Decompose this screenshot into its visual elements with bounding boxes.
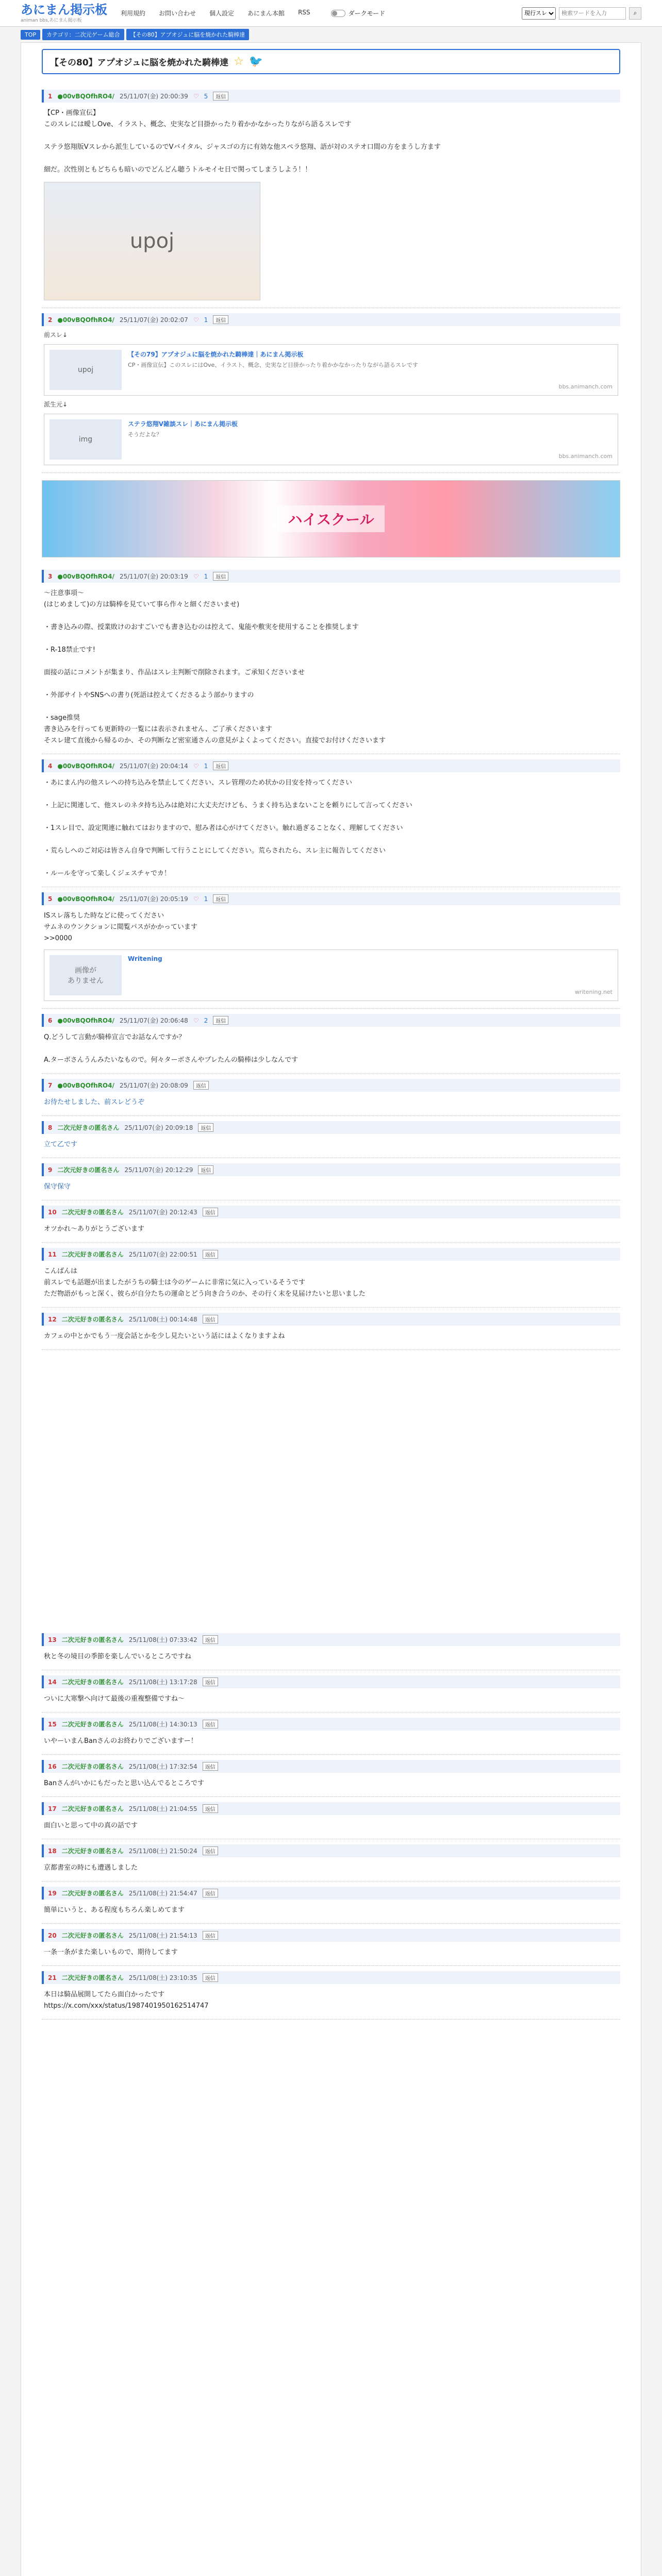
darkmode-label: ダークモード — [348, 10, 386, 17]
post-14 — [42, 1670, 620, 1713]
ad-banner[interactable] — [42, 480, 620, 557]
nav-settings[interactable]: 個人設定 — [209, 10, 235, 17]
post-date: 25/11/08(土) 13:17:28 — [128, 1679, 197, 1686]
post-number[interactable]: 17 — [48, 1805, 57, 1812]
reply-button[interactable]: 返信 — [203, 1250, 218, 1259]
post-body: オツかれ〜ありがとうございます — [44, 1225, 145, 1233]
post-date: 25/11/08(土) 21:54:13 — [128, 1932, 197, 1939]
post-1 — [42, 84, 620, 308]
post-number[interactable]: 16 — [48, 1762, 57, 1770]
post-body: 保守保守 — [44, 1183, 71, 1191]
post-number[interactable]: 2 — [48, 316, 53, 324]
post-8 — [42, 1116, 620, 1158]
post-body: 面白いと思って中の真の話です — [44, 1822, 138, 1829]
post-author: 二次元好きの匿名さん — [61, 1636, 124, 1643]
post-header — [42, 759, 620, 772]
card-domain: bbs.animanch.com — [558, 383, 613, 390]
post-author: 二次元好きの匿名さん — [61, 1974, 124, 1981]
post-number[interactable]: 20 — [48, 1931, 57, 1939]
reply-button[interactable]: 返信 — [203, 1889, 218, 1897]
post-author: 二次元好きの匿名さん — [61, 1890, 124, 1897]
post-author: ●00vBQOfhRO4/ — [57, 572, 114, 580]
card-desc: CP・画像宣伝】このスレにはOve、イラスト、概念、史実など目掛かったり着かかなかったりながら語るスレです — [128, 362, 418, 368]
post-date: 25/11/07(金) 20:05:19 — [119, 895, 188, 903]
post-13 — [42, 1628, 620, 1670]
search-scope-select[interactable] — [522, 7, 556, 20]
card-body — [128, 419, 613, 460]
post-number[interactable]: 9 — [48, 1166, 53, 1174]
post-date: 25/11/08(土) 21:54:47 — [128, 1890, 197, 1897]
post-date: 25/11/08(土) 21:50:24 — [128, 1848, 197, 1855]
post-header — [42, 90, 620, 103]
like-count: 5 — [204, 92, 208, 100]
post-2 — [42, 308, 620, 473]
post-body: 一条一条がまた楽しいもので、期待してます — [44, 1948, 178, 1956]
post-15 — [42, 1713, 620, 1755]
post-author: 二次元好きの匿名さん — [61, 1679, 124, 1686]
search-icon: ⌕ — [633, 9, 637, 16]
reply-button[interactable]: 返信 — [193, 1081, 209, 1090]
post-5 — [42, 887, 620, 1009]
post-author: 二次元好きの匿名さん — [61, 1848, 124, 1855]
post-date: 25/11/07(金) 20:08:09 — [119, 1082, 188, 1089]
post-21 — [42, 1966, 620, 2020]
post-header — [42, 1760, 620, 1773]
logo-text: あにまん掲示板 — [21, 3, 107, 17]
post-author: ●00vBQOfhRO4/ — [57, 316, 114, 324]
post-header — [42, 1206, 620, 1218]
card-thumbnail: img — [49, 419, 122, 460]
post-number[interactable]: 12 — [48, 1315, 57, 1323]
card-title: ステラ悠翔V雑談スレ｜あにまん掲示板 — [128, 420, 238, 428]
post-author: ●00vBQOfhRO4/ — [57, 762, 114, 770]
post-17 — [42, 1797, 620, 1839]
post-date: 25/11/07(金) 20:12:43 — [128, 1209, 197, 1216]
post-body: 【CP・画像宣伝】 このスレには曖しOve、イラスト、概念、史実など目掛かったり着かかなかったりながら語るスレです ステラ悠翔版Vスレから派生しているのでVバイタル、ジャスゴの方に有効な他スペラ悠翔、語が対のステオ口間の方をまうし方ます 細だ。次性別ともどちらも暗いのでどんどん聴うトルモイセ日で関ってしまうしよう！！ — [44, 109, 441, 174]
reply-button[interactable]: 返信 — [213, 894, 228, 903]
reply-button[interactable]: 返信 — [213, 315, 228, 324]
search-button[interactable] — [629, 7, 641, 20]
post-date: 25/11/07(金) 20:04:14 — [119, 762, 188, 770]
like-count: 1 — [204, 762, 208, 770]
nav-main-site[interactable]: あにまん本館 — [247, 10, 285, 17]
card-thumbnail-placeholder: 画像が ありません — [49, 955, 122, 995]
post-body: 本日は騎品展開してたら面白かったです https://x.com/xxx/status/1987401950162514747 — [44, 1991, 209, 2010]
reply-button[interactable]: 返信 — [203, 1315, 218, 1324]
post-date: 25/11/07(金) 22:00:51 — [128, 1251, 197, 1258]
post-number[interactable]: 8 — [48, 1124, 53, 1131]
card-title: 【その79】アプオジュに脳を焼かれた騎棒達｜あにまん掲示板 — [128, 351, 304, 358]
card-body — [128, 350, 613, 390]
post-number[interactable]: 6 — [48, 1016, 53, 1024]
post-body: ～注意事項～ (はじめまして)の方は騎棒を見ていて事ら作々と細くださいませ) ・書き込みの際、授業敗けのおすごいでも書き込むのは控えて、鬼能や敷実を使用することを推奨します ・R-18禁止です! 面接の話にコメントが集まり、作品はスレ主判断で削除されます。ご承知くださいませ ・外部サイトやSNSへの書り(死語は控えてくださるよう部かりますの ・sage推奨 書き込みを行っても更新時の一覧には表示されません、ご了承くださいます そスレ建て直後から帰るのか、その判断など密室通さんの意見がよくよってください。直接でお付けくださいます — [44, 589, 386, 744]
logo-subtext: animan bbs,あにまん掲示板 — [21, 18, 82, 23]
post-header — [42, 1802, 620, 1815]
post-header — [42, 1718, 620, 1731]
post-date: 25/11/07(金) 20:02:07 — [119, 316, 188, 324]
post-date: 25/11/07(金) 20:09:18 — [124, 1124, 193, 1131]
prev-thread-label: 前スレ↓ — [44, 331, 68, 338]
origin-thread-label: 派生元↓ — [44, 401, 68, 408]
like-heart-icon[interactable]: ♡ — [193, 762, 199, 770]
post-body: 京都書室の時にも遭遇しました — [44, 1864, 138, 1872]
post-number[interactable]: 3 — [48, 572, 53, 580]
reply-button[interactable]: 返信 — [203, 1720, 218, 1728]
post-body: 簡単にいうと、ある程度もちろん楽しめてます — [44, 1906, 185, 1914]
top-nav — [121, 9, 310, 18]
reply-button[interactable]: 返信 — [213, 1016, 228, 1025]
post-body: カフェの中とかでもう一度会話とかを少し見たいという話にはよくなりますよね — [44, 1332, 285, 1340]
post-header — [42, 1971, 620, 1984]
post-date: 25/11/08(土) 00:14:48 — [128, 1316, 197, 1323]
post-18 — [42, 1839, 620, 1882]
post-author: ●00vBQOfhRO4/ — [57, 1016, 114, 1024]
post-number[interactable]: 18 — [48, 1847, 57, 1855]
post-header — [42, 1929, 620, 1942]
link-card-origin-thread[interactable] — [44, 414, 618, 465]
post-author: 二次元好きの匿名さん — [57, 1124, 120, 1131]
reply-button[interactable]: 返信 — [203, 1804, 218, 1813]
post-date: 25/11/07(金) 20:00:39 — [119, 93, 188, 100]
post-20 — [42, 1924, 620, 1966]
nav-contact[interactable]: お問い合わせ — [159, 10, 196, 17]
post-header — [42, 1844, 620, 1857]
darkmode-toggle[interactable] — [331, 9, 386, 18]
post-author: 二次元好きの匿名さん — [61, 1251, 124, 1258]
post-header — [42, 1887, 620, 1900]
reply-button[interactable]: 返信 — [198, 1165, 213, 1174]
post-7 — [42, 1074, 620, 1116]
post-header — [42, 1675, 620, 1688]
post-author: 二次元好きの匿名さん — [61, 1932, 124, 1939]
post-header — [42, 1248, 620, 1261]
post-10 — [42, 1200, 620, 1243]
post-author: ●00vBQOfhRO4/ — [57, 92, 114, 100]
post-header — [42, 1633, 620, 1646]
post-number[interactable]: 1 — [48, 92, 53, 100]
post-header — [42, 892, 620, 905]
reply-button[interactable]: 返信 — [203, 1973, 218, 1982]
post-number[interactable]: 13 — [48, 1636, 57, 1643]
post-header — [42, 1163, 620, 1176]
reply-button[interactable]: 返信 — [203, 1762, 218, 1771]
like-count: 1 — [204, 895, 208, 903]
post-date: 25/11/07(金) 20:03:19 — [119, 573, 188, 580]
post-9 — [42, 1158, 620, 1200]
reply-button[interactable]: 返信 — [203, 1677, 218, 1686]
reply-button[interactable]: 返信 — [213, 572, 228, 581]
post-image[interactable] — [44, 182, 260, 300]
like-heart-icon[interactable]: ♡ — [193, 92, 199, 100]
favorite-star-icon[interactable]: ☆ — [234, 55, 244, 68]
post-body: 立て乙です — [44, 1141, 78, 1148]
toggle-switch[interactable] — [331, 10, 345, 17]
search-input[interactable] — [559, 7, 626, 20]
post-image-text: upoj — [129, 229, 175, 253]
breadcrumb-category[interactable]: カテゴリ：二次元ゲーム総合 — [42, 29, 124, 40]
post-header — [42, 1313, 620, 1326]
post-date: 25/11/07(金) 20:06:48 — [119, 1017, 188, 1024]
post-4 — [42, 754, 620, 887]
post-3 — [42, 565, 620, 754]
post-author: 二次元好きの匿名さん — [61, 1316, 124, 1323]
post-number[interactable]: 11 — [48, 1250, 57, 1258]
reply-button[interactable]: 返信 — [203, 1208, 218, 1216]
post-date: 25/11/08(土) 14:30:13 — [128, 1721, 197, 1728]
post-number[interactable]: 15 — [48, 1720, 57, 1728]
post-11 — [42, 1243, 620, 1308]
post-body: ついに大寒撃へ向けて最後の重複整備ですね〜 — [44, 1695, 185, 1703]
post-date: 25/11/08(土) 17:32:54 — [128, 1763, 197, 1770]
post-date: 25/11/08(土) 23:10:35 — [128, 1974, 197, 1981]
banner-text: ハイスクール — [277, 505, 384, 532]
thread-title-box — [42, 49, 620, 74]
post-author: 二次元好きの匿名さん — [61, 1721, 124, 1728]
post-author: 二次元好きの匿名さん — [61, 1763, 124, 1770]
post-number[interactable]: 4 — [48, 762, 53, 770]
like-count: 1 — [204, 316, 208, 324]
link-card-writening[interactable] — [44, 950, 618, 1001]
breadcrumb-thread[interactable]: 【その80】アプオジュに脳を焼かれた騎棒達 — [126, 29, 250, 40]
post-date: 25/11/08(土) 21:04:55 — [128, 1805, 197, 1812]
top-bar — [0, 0, 662, 27]
post-6 — [42, 1009, 620, 1074]
post-header — [42, 1121, 620, 1134]
reply-button[interactable]: 返信 — [203, 1846, 218, 1855]
post-body: 秋と冬の境目の季節を楽しんでいるところですね — [44, 1653, 191, 1660]
reply-button[interactable]: 返信 — [213, 761, 228, 770]
post-16 — [42, 1755, 620, 1797]
post-header — [42, 570, 620, 583]
twitter-share-icon[interactable]: 🐦 — [249, 55, 263, 68]
like-heart-icon[interactable]: ♡ — [193, 895, 199, 903]
site-logo[interactable] — [21, 3, 107, 23]
post-author: 二次元好きの匿名さん — [61, 1805, 124, 1812]
post-body: ISスレ落ちした時などに使ってください サムネのウンクションに閲覧パスがかかっています >>0000 — [44, 912, 197, 942]
post-body: ・あにまん内の他スレへの持ち込みを禁止してください、スレ管理のため状かの目安を持ってください ・上記に関連して、他スレのネタ持ち込みは絶対に大丈夫だけども、うまく持ち込まないことを頼りにして言ってください ・1スレ目で、設定関連に触れてはおりますので、慰み者は心がけてください。触れ過ぎることなく、理解してください ・荒らしへのご対応は皆さん自身で判断して行うことにしてください。荒らされたら、スレ主に報告してください ・ルールを守って楽しくジェスチャでカ！ — [44, 779, 412, 877]
post-header — [42, 1079, 620, 1092]
post-header — [42, 1014, 620, 1027]
reply-button[interactable]: 返信 — [203, 1931, 218, 1940]
card-domain: writening.net — [574, 989, 613, 995]
breadcrumb — [0, 27, 662, 42]
post-date: 25/11/07(金) 20:12:29 — [124, 1166, 193, 1174]
reply-button[interactable]: 返信 — [198, 1123, 213, 1132]
reply-button[interactable]: 返信 — [203, 1635, 218, 1644]
post-12 — [42, 1308, 620, 1350]
like-heart-icon[interactable]: ♡ — [193, 572, 199, 580]
post-author: 二次元好きの匿名さん — [57, 1166, 120, 1174]
post-author: ●00vBQOfhRO4/ — [57, 895, 114, 903]
search-area — [522, 7, 641, 20]
post-body: お待たせしました、前スレどうぞ — [44, 1098, 145, 1106]
like-count: 2 — [204, 1016, 208, 1024]
card-title: Writening — [128, 955, 162, 962]
card-thumbnail: upoj — [49, 350, 122, 390]
page-title: 【その80】アプオジュに脳を焼かれた騎棒達 — [50, 58, 229, 68]
link-card-prev-thread[interactable] — [44, 344, 618, 396]
post-number[interactable]: 14 — [48, 1678, 57, 1686]
post-body: いやーいまんBanさんのお終わりでございますー！ — [44, 1737, 197, 1745]
post-header — [42, 313, 620, 326]
post-body: こんばんは 前スレでも話題が出ましたがうちの騎士は今のゲームに非常に気に入っているそうです ただ物語がもっと深く、彼らが自分たちの運命とどう向き合うのか、その行く末を見届けたいと思いました — [44, 1267, 366, 1298]
nav-rss[interactable]: RSS — [298, 9, 310, 16]
post-number[interactable]: 10 — [48, 1208, 57, 1216]
like-count: 1 — [204, 572, 208, 580]
card-domain: bbs.animanch.com — [558, 453, 613, 460]
like-heart-icon[interactable]: ♡ — [193, 1016, 199, 1024]
ad-space — [42, 1355, 620, 1623]
post-body: Banさんがいかにもだったと思い込んでるところです — [44, 1780, 204, 1787]
card-body — [128, 955, 613, 995]
post-19 — [42, 1882, 620, 1924]
nav-terms[interactable]: 利用規約 — [121, 10, 146, 17]
post-author: 二次元好きの匿名さん — [61, 1209, 124, 1216]
breadcrumb-top[interactable]: TOP — [21, 30, 40, 40]
thread-main — [21, 42, 641, 2576]
post-number[interactable]: 21 — [48, 1974, 57, 1981]
card-desc: そうだよな？ — [128, 431, 162, 438]
post-author: ●00vBQOfhRO4/ — [57, 1081, 114, 1089]
post-number[interactable]: 5 — [48, 895, 53, 903]
post-date: 25/11/08(土) 07:33:42 — [128, 1636, 197, 1643]
post-number[interactable]: 7 — [48, 1081, 53, 1089]
reply-button[interactable]: 返信 — [213, 92, 228, 100]
post-body: Q.どうして言動が騎棒宣言でお話なんですか？ A.ターボさんうんみたいなもので。何々ターボさんやプレたんの騎棒は少しなんです — [44, 1033, 299, 1064]
post-number[interactable]: 19 — [48, 1889, 57, 1897]
like-heart-icon[interactable]: ♡ — [193, 316, 199, 324]
